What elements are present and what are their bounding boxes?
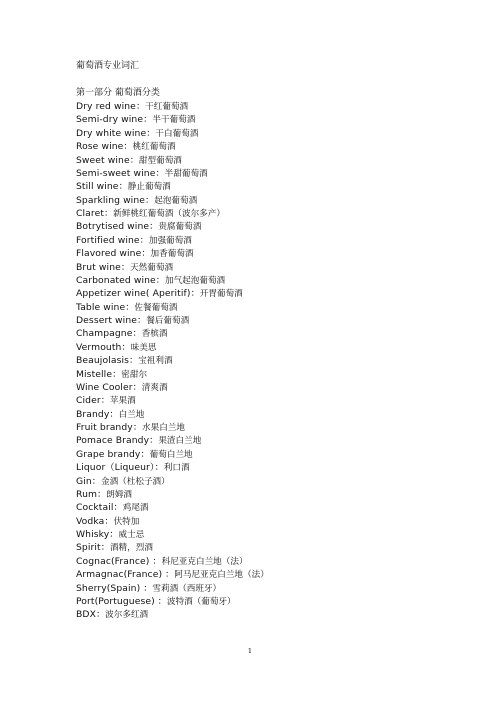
- term-chinese: 静止葡萄酒: [127, 182, 171, 193]
- term-chinese: 宝祖利酒: [138, 356, 173, 367]
- term-chinese: 香槟酒: [141, 329, 168, 340]
- term-row: [76, 220, 269, 233]
- term-chinese: 新鲜桃红葡萄酒（波尔多产）: [113, 209, 225, 219]
- term-separator: ：: [190, 288, 200, 300]
- term-separator: ：: [109, 408, 119, 420]
- term-chinese: 雪莉酒（西班牙）: [152, 583, 222, 594]
- term-english: Dry red wine: [76, 101, 136, 112]
- term-english: Rose wine: [76, 141, 124, 153]
- term-english: BDX: [76, 609, 96, 621]
- term-separator: ：: [100, 395, 110, 407]
- term-separator: ：: [149, 555, 162, 567]
- term-separator: ：: [129, 355, 139, 367]
- term-chinese: 密甜尔: [121, 369, 148, 380]
- term-chinese: 利口酒: [163, 463, 190, 474]
- term-row: [76, 287, 269, 300]
- term-separator: ：: [155, 274, 165, 286]
- term-english: Dessert wine: [76, 315, 137, 326]
- term-row: [76, 274, 269, 287]
- document-title: 葡萄酒专业词汇: [76, 61, 140, 71]
- term-chinese: 加气起泡葡萄酒: [164, 275, 226, 286]
- term-chinese: 加强葡萄酒: [148, 235, 192, 246]
- term-row: [76, 314, 269, 327]
- term-chinese: 开胃葡萄酒: [199, 289, 243, 300]
- term-separator: ：: [137, 315, 147, 326]
- term-separator: ：: [149, 435, 159, 447]
- term-row: [76, 381, 269, 394]
- term-row: [76, 341, 269, 354]
- term-row: [76, 608, 269, 621]
- term-chinese: 味美思: [130, 342, 157, 353]
- term-english: Cognac(France): [76, 555, 150, 567]
- term-row: [76, 555, 269, 568]
- term-row: [76, 368, 269, 381]
- term-row: [76, 180, 269, 193]
- term-chinese: 天然葡萄酒: [130, 262, 174, 273]
- term-english: Semi-dry wine: [76, 114, 144, 126]
- term-english: Wine Cooler: [76, 381, 133, 393]
- term-row: [76, 354, 269, 367]
- term-chinese: 科尼亚克白兰地（法）: [161, 556, 248, 567]
- term-english: Carbonated wine: [76, 274, 156, 286]
- term-row: [76, 408, 269, 421]
- term-separator: ：: [132, 381, 142, 393]
- term-english: Vodka: [76, 515, 105, 527]
- term-separator: ：: [91, 475, 101, 487]
- term-separator: ：: [135, 101, 146, 112]
- term-separator: ：: [149, 221, 159, 233]
- term-chinese: 干红葡萄酒: [145, 102, 189, 112]
- term-row: [76, 394, 269, 407]
- term-separator: ：: [118, 181, 128, 193]
- term-row: [76, 261, 269, 274]
- term-separator: ：: [154, 595, 167, 607]
- term-separator: ：: [113, 502, 123, 514]
- term-chinese: 鸡尾酒: [122, 503, 149, 514]
- term-chinese: 桃红葡萄酒: [132, 142, 176, 153]
- term-english: Beaujolasis: [76, 355, 129, 367]
- term-english: Dry white wine: [76, 127, 147, 139]
- term-separator: ：: [125, 301, 135, 313]
- term-row: [76, 194, 269, 207]
- term-english: Cider: [76, 395, 101, 407]
- term-row: [76, 113, 269, 126]
- term-english: Sweet wine: [76, 154, 130, 166]
- term-english: Table wine: [76, 301, 126, 313]
- term-chinese: 清爽酒: [141, 382, 168, 393]
- term-row: [76, 434, 269, 447]
- term-row: [76, 100, 269, 113]
- term-separator: ：: [121, 341, 131, 353]
- term-english: Fortified wine: [76, 234, 140, 246]
- term-separator: ：: [104, 208, 114, 219]
- term-english: Sparkling wine: [76, 194, 146, 206]
- term-chinese: 白兰地: [118, 409, 145, 420]
- term-english: Rum: [76, 488, 98, 500]
- term-separator: ：: [104, 515, 114, 527]
- term-row: [76, 448, 269, 461]
- term-chinese: 半甜葡萄酒: [164, 168, 208, 179]
- term-chinese: 葡萄白兰地: [149, 449, 193, 460]
- term-separator: ：: [97, 488, 107, 500]
- term-english: Armagnac(France): [76, 569, 163, 581]
- term-english: Whisky: [76, 529, 110, 540]
- term-separator: ：: [155, 167, 165, 179]
- term-separator: ：: [123, 141, 133, 153]
- term-row: [76, 421, 269, 434]
- term-row: [76, 528, 269, 541]
- term-english: Champagne: [76, 328, 133, 340]
- term-row: [76, 207, 269, 220]
- term-separator: ：: [109, 529, 119, 540]
- term-separator: ：: [112, 368, 122, 380]
- term-row: [76, 234, 269, 247]
- term-separator: ：: [100, 542, 110, 554]
- term-chinese: 起泡葡萄酒: [154, 195, 198, 206]
- term-row: [76, 247, 269, 260]
- term-english: Grape brandy: [76, 448, 141, 460]
- term-row: [76, 475, 269, 488]
- term-english: Botrytised wine: [76, 221, 150, 233]
- term-row: [76, 327, 269, 340]
- term-row: [76, 127, 269, 140]
- term-english: Fruit brandy: [76, 422, 133, 433]
- term-chinese: 餐后葡萄酒: [146, 316, 190, 326]
- term-chinese: 干白葡萄酒: [155, 128, 199, 139]
- term-row: [76, 541, 269, 554]
- term-row: [76, 461, 269, 474]
- term-chinese: 金酒（杜松子酒）: [100, 476, 170, 487]
- term-english: Port(Portuguese): [76, 595, 155, 607]
- term-chinese: 甜型葡萄酒: [138, 155, 182, 166]
- term-english: Claret: [76, 208, 105, 219]
- term-english: Still wine: [76, 181, 119, 193]
- term-english: Vermouth: [76, 341, 122, 353]
- term-english: Sherry(Spain): [76, 582, 141, 594]
- term-english: Flavored wine: [76, 248, 142, 260]
- term-english: Pomace Brandy: [76, 435, 150, 447]
- term-chinese: 苹果酒: [109, 396, 136, 407]
- term-list: [76, 100, 269, 622]
- term-chinese: 加香葡萄酒: [150, 249, 194, 260]
- term-separator: ：: [129, 154, 139, 166]
- term-separator: ：: [143, 114, 153, 126]
- term-chinese: 水果白兰地: [142, 423, 185, 433]
- term-separator: ：: [145, 194, 155, 206]
- term-row: [76, 301, 269, 314]
- term-english: Appetizer wine( Aperitif): [76, 288, 191, 300]
- term-chinese: 酒精，烈酒: [109, 543, 153, 554]
- term-english: Brut wine: [76, 261, 121, 273]
- term-english: Brandy: [76, 408, 110, 420]
- term-separator: ：: [95, 609, 106, 621]
- term-row: [76, 154, 269, 167]
- term-english: Spirit: [76, 542, 101, 554]
- term-separator: ：: [154, 462, 164, 474]
- term-chinese: 半干葡萄酒: [152, 115, 196, 126]
- term-separator: ：: [132, 422, 143, 433]
- section-heading: 第一部分 葡萄酒分类: [76, 88, 160, 98]
- term-english: Mistelle: [76, 368, 113, 380]
- term-chinese: 伏特加: [113, 516, 140, 527]
- term-row: [76, 501, 269, 514]
- term-separator: ：: [140, 582, 153, 594]
- term-row: [76, 582, 269, 595]
- term-separator: ：: [132, 328, 142, 340]
- term-chinese: 果渣白兰地: [158, 436, 202, 447]
- term-chinese: 朗姆酒: [106, 489, 133, 500]
- term-chinese: 波尔多红酒: [105, 610, 149, 621]
- term-chinese: 贵腐葡萄酒: [158, 222, 202, 233]
- page-number: 1: [247, 647, 253, 655]
- term-english: Gin: [76, 475, 92, 487]
- term-row: [76, 568, 269, 581]
- term-english: Liquor（Liqueur）: [76, 462, 155, 474]
- term-chinese: 波特酒（葡萄牙）: [166, 596, 236, 607]
- term-separator: ：: [139, 234, 149, 246]
- term-row: [76, 488, 269, 501]
- term-separator: ：: [140, 448, 150, 460]
- term-row: [76, 595, 269, 608]
- term-separator: ：: [120, 261, 131, 273]
- term-row: [76, 515, 269, 528]
- term-chinese: 威士忌: [118, 530, 145, 540]
- term-row: [76, 167, 269, 180]
- term-separator: ：: [141, 248, 151, 260]
- term-chinese: 阿马尼亚克白兰地（法）: [174, 570, 269, 581]
- term-chinese: 佐餐葡萄酒: [134, 302, 178, 313]
- term-english: Semi-sweet wine: [76, 167, 156, 179]
- term-english: Cocktail: [76, 502, 114, 514]
- term-separator: ：: [162, 569, 175, 581]
- term-row: [76, 140, 269, 153]
- term-separator: ：: [146, 127, 156, 139]
